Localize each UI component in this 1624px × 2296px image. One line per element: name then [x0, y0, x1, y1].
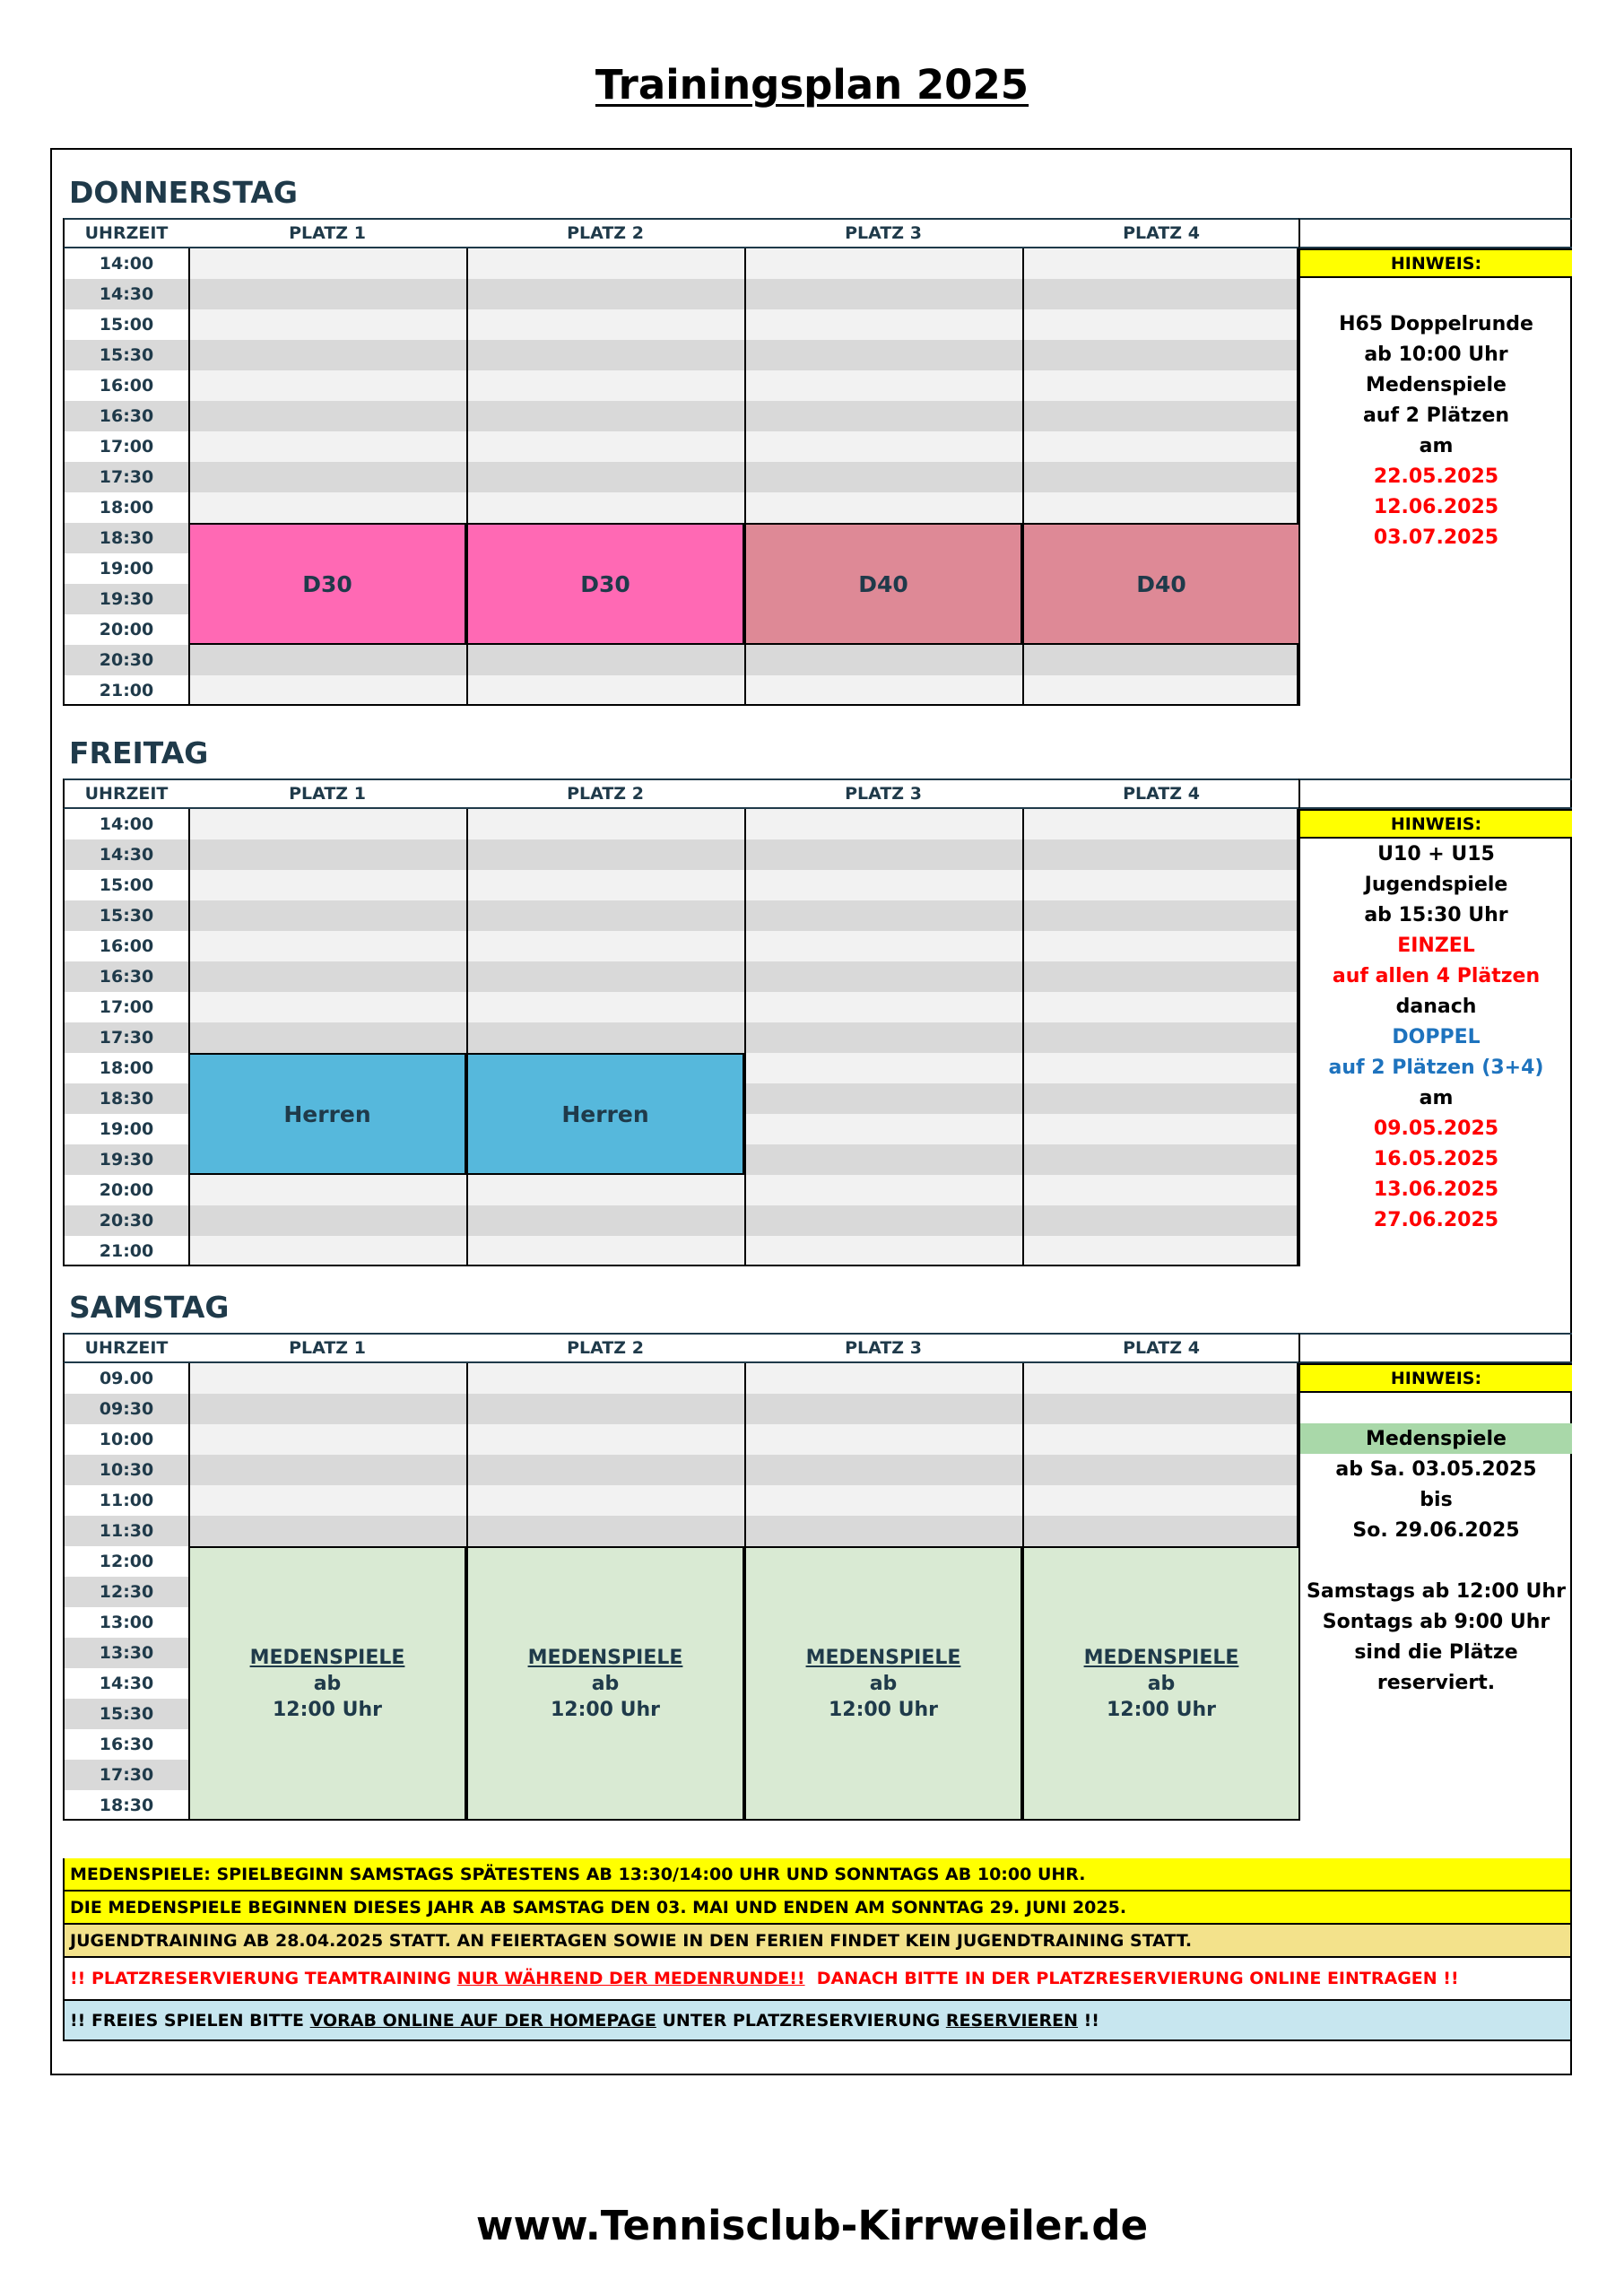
training-block[interactable] — [188, 1546, 466, 1821]
time-slot: 15:30 — [65, 1699, 188, 1729]
footer-medenspiele-start — [63, 1858, 1572, 1892]
day-title: SAMSTAG — [69, 1290, 230, 1325]
training-block-label: D30 — [302, 570, 352, 597]
time-slot: 13:00 — [65, 1607, 188, 1638]
hinweis-line: 13.06.2025 — [1373, 1178, 1499, 1201]
time-slot: 14:30 — [65, 279, 188, 309]
hinweis-line — [1300, 1545, 1572, 1576]
time-slot: 21:00 — [65, 675, 188, 706]
footer-line-5e: !! — [1078, 2010, 1099, 2031]
time-slot: 17:00 — [65, 992, 188, 1022]
training-block-sub1: ab — [869, 1672, 898, 1695]
footer-freies-spielen — [63, 2001, 1572, 2041]
hinweis-line: bis — [1420, 1488, 1453, 1511]
training-block-label: D30 — [580, 570, 630, 597]
footer-jugendtraining — [63, 1925, 1572, 1958]
hinweis-line: reserviert. — [1376, 1671, 1496, 1694]
header-uhrzeit: UHRZEIT — [63, 218, 188, 248]
time-slot: 14:00 — [65, 809, 188, 839]
hinweis-line: 09.05.2025 — [1373, 1117, 1499, 1140]
hinweis-panel — [1298, 809, 1572, 1266]
header-platz-2: PLATZ 2 — [466, 218, 744, 248]
time-slot: 15:00 — [65, 870, 188, 900]
homepage-link[interactable]: VORAB ONLINE AUF DER HOMEPAGE — [309, 2010, 656, 2031]
hinweis-heading: HINWEIS: — [1300, 809, 1572, 839]
time-slot: 10:30 — [65, 1455, 188, 1485]
hinweis-line: danach — [1395, 995, 1477, 1018]
training-block-label: Herren — [561, 1100, 649, 1127]
footer-line-1: MEDENSPIELE: SPIELBEGINN SAMSTAGS SPÄTESTENS AB 13:30/14:00 UHR UND SONNTAGS AB 10:00 UHR. — [70, 1864, 1086, 1884]
time-slot: 14:30 — [65, 839, 188, 870]
time-slot: 15:00 — [65, 309, 188, 340]
time-slot: 19:00 — [65, 553, 188, 584]
time-slot: 20:30 — [65, 645, 188, 675]
training-block-sub1: ab — [1147, 1672, 1176, 1695]
training-block[interactable] — [1022, 523, 1300, 645]
day-title: FREITAG — [69, 735, 209, 770]
hinweis-line: auf allen 4 Plätzen — [1332, 964, 1541, 987]
hinweis-line: sind die Plätze — [1354, 1640, 1518, 1664]
hinweis-line: ab 15:30 Uhr — [1364, 903, 1508, 926]
hinweis-line: auf 2 Plätzen (3+4) — [1328, 1056, 1544, 1079]
time-slot: 18:00 — [65, 492, 188, 523]
footer-line-4b: NUR WÄHREND DER MEDENRUNDE!! — [456, 1969, 805, 1988]
header-platz-4: PLATZ 4 — [1022, 218, 1300, 248]
footer-line-2: DIE MEDENSPIELE BEGINNEN DIESES JAHR AB SAMSTAG DEN 03. MAI UND ENDEN AM SONNTAG 29. JUNI 2025. — [70, 1897, 1127, 1918]
time-slot: 13:30 — [65, 1638, 188, 1668]
hinweis-line: ab Sa. 03.05.2025 — [1335, 1457, 1537, 1481]
hinweis-line: am — [1419, 1086, 1454, 1109]
header-platz-2: PLATZ 2 — [466, 1333, 744, 1363]
time-slot: 11:30 — [65, 1516, 188, 1546]
time-slot: 14:00 — [65, 248, 188, 279]
training-block[interactable] — [744, 523, 1022, 645]
hinweis-line: DOPPEL — [1392, 1025, 1481, 1048]
time-slot: 10:00 — [65, 1424, 188, 1455]
hinweis-line: So. 29.06.2025 — [1352, 1518, 1520, 1542]
header-uhrzeit: UHRZEIT — [63, 778, 188, 809]
time-slot: 17:30 — [65, 462, 188, 492]
training-block[interactable] — [188, 1053, 466, 1175]
reservieren-link[interactable]: RESERVIEREN — [945, 2010, 1079, 2031]
training-block-label: MEDENSPIELE — [1083, 1646, 1239, 1669]
training-block[interactable] — [744, 1546, 1022, 1821]
time-slot: 18:30 — [65, 523, 188, 553]
time-slot: 21:00 — [65, 1236, 188, 1266]
header-platz-1: PLATZ 1 — [188, 1333, 466, 1363]
training-block-sub2: 12:00 Uhr — [550, 1698, 661, 1721]
time-slot: 17:30 — [65, 1022, 188, 1053]
footer-line-3: JUGENDTRAINING AB 28.04.2025 STATT. AN FEIERTAGEN SOWIE IN DEN FERIEN FINDET KEIN JUGENDTRAINING STATT. — [70, 1930, 1193, 1951]
training-block-sub2: 12:00 Uhr — [272, 1698, 383, 1721]
hinweis-line: 22.05.2025 — [1373, 465, 1499, 488]
header-platz-1: PLATZ 1 — [188, 778, 466, 809]
time-slot: 16:00 — [65, 931, 188, 961]
training-block-sub2: 12:00 Uhr — [828, 1698, 939, 1721]
website-url[interactable]: www.Tennisclub-Kirrweiler.de — [475, 2202, 1149, 2249]
header-note-blank — [1298, 218, 1572, 248]
hinweis-heading: HINWEIS: — [1300, 248, 1572, 278]
page-title: Trainingsplan 2025 — [595, 61, 1029, 109]
hinweis-line: Medenspiele — [1366, 373, 1507, 396]
footer-line-5c: UNTER PLATZRESERVIERUNG — [656, 2010, 946, 2031]
header-note-blank — [1298, 1333, 1572, 1363]
time-slot: 19:30 — [65, 584, 188, 614]
time-slot: 11:00 — [65, 1485, 188, 1516]
hinweis-line: 12.06.2025 — [1373, 495, 1499, 518]
time-slot: 09:30 — [65, 1394, 188, 1424]
hinweis-line — [1300, 1393, 1572, 1423]
hinweis-line: Samstags ab 12:00 Uhr — [1307, 1579, 1566, 1603]
training-block-label: Herren — [283, 1100, 371, 1127]
hinweis-line: Jugendspiele — [1364, 873, 1508, 896]
hinweis-line: 03.07.2025 — [1373, 526, 1499, 549]
footer-line-4c: DANACH BITTE IN DER PLATZRESERVIERUNG ONLINE EINTRAGEN !! — [804, 1969, 1459, 1988]
time-slot: 19:30 — [65, 1144, 188, 1175]
training-block-label: D40 — [858, 570, 908, 597]
hinweis-panel — [1298, 1363, 1572, 1821]
header-platz-1: PLATZ 1 — [188, 218, 466, 248]
time-slot: 12:30 — [65, 1577, 188, 1607]
hinweis-line: ab 10:00 Uhr — [1364, 343, 1508, 366]
time-slot: 15:30 — [65, 900, 188, 931]
training-block[interactable] — [1022, 1546, 1300, 1821]
footer-medenspiele-dates — [63, 1892, 1572, 1925]
time-slot: 15:30 — [65, 340, 188, 370]
training-block-label: MEDENSPIELE — [249, 1646, 405, 1669]
time-slot: 16:30 — [65, 961, 188, 992]
header-platz-3: PLATZ 3 — [744, 218, 1022, 248]
header-note-blank — [1298, 778, 1572, 809]
hinweis-line — [1300, 278, 1572, 309]
training-block-sub1: ab — [591, 1672, 620, 1695]
time-slot: 18:00 — [65, 1053, 188, 1083]
time-slot: 18:30 — [65, 1083, 188, 1114]
hinweis-line: Sontags ab 9:00 Uhr — [1322, 1610, 1550, 1633]
hinweis-line: EINZEL — [1397, 934, 1475, 957]
time-slot: 20:00 — [65, 614, 188, 645]
header-platz-3: PLATZ 3 — [744, 1333, 1022, 1363]
footer-line-4a: !! PLATZRESERVIERUNG TEAMTRAINING — [70, 1969, 457, 1988]
time-slot: 20:30 — [65, 1205, 188, 1236]
training-block[interactable] — [466, 1053, 744, 1175]
hinweis-line: Medenspiele — [1300, 1423, 1572, 1454]
hinweis-panel — [1298, 248, 1572, 706]
hinweis-line: 16.05.2025 — [1373, 1147, 1499, 1170]
hinweis-line: U10 + U15 — [1377, 842, 1495, 865]
time-slot: 16:30 — [65, 1729, 188, 1760]
training-block-sub1: ab — [313, 1672, 342, 1695]
time-slot: 17:00 — [65, 431, 188, 462]
time-slot: 16:00 — [65, 370, 188, 401]
training-block-label: D40 — [1136, 570, 1186, 597]
schedule-grid-outline — [63, 809, 1298, 1266]
time-slot: 14:30 — [65, 1668, 188, 1699]
training-block[interactable] — [466, 1546, 744, 1821]
hinweis-line: 27.06.2025 — [1373, 1208, 1499, 1231]
time-slot: 16:30 — [65, 401, 188, 431]
time-slot: 17:30 — [65, 1760, 188, 1790]
header-uhrzeit: UHRZEIT — [63, 1333, 188, 1363]
time-slot: 20:00 — [65, 1175, 188, 1205]
header-platz-2: PLATZ 2 — [466, 778, 744, 809]
header-platz-3: PLATZ 3 — [744, 778, 1022, 809]
training-block[interactable] — [466, 523, 744, 645]
time-slot: 18:30 — [65, 1790, 188, 1821]
hinweis-heading: HINWEIS: — [1300, 1363, 1572, 1393]
footer-platzreservierung — [63, 1958, 1572, 2001]
training-block-sub2: 12:00 Uhr — [1106, 1698, 1217, 1721]
training-block-label: MEDENSPIELE — [527, 1646, 683, 1669]
time-slot: 12:00 — [65, 1546, 188, 1577]
time-slot: 19:00 — [65, 1114, 188, 1144]
time-slot: 09.00 — [65, 1363, 188, 1394]
training-block[interactable] — [188, 523, 466, 645]
day-title: DONNERSTAG — [69, 175, 298, 210]
footer-line-5a: !! FREIES SPIELEN BITTE — [70, 2010, 310, 2031]
header-platz-4: PLATZ 4 — [1022, 1333, 1300, 1363]
header-platz-4: PLATZ 4 — [1022, 778, 1300, 809]
hinweis-line: H65 Doppelrunde — [1339, 312, 1533, 335]
training-block-label: MEDENSPIELE — [805, 1646, 961, 1669]
hinweis-line: auf 2 Plätzen — [1362, 404, 1510, 427]
hinweis-line: am — [1419, 434, 1454, 457]
